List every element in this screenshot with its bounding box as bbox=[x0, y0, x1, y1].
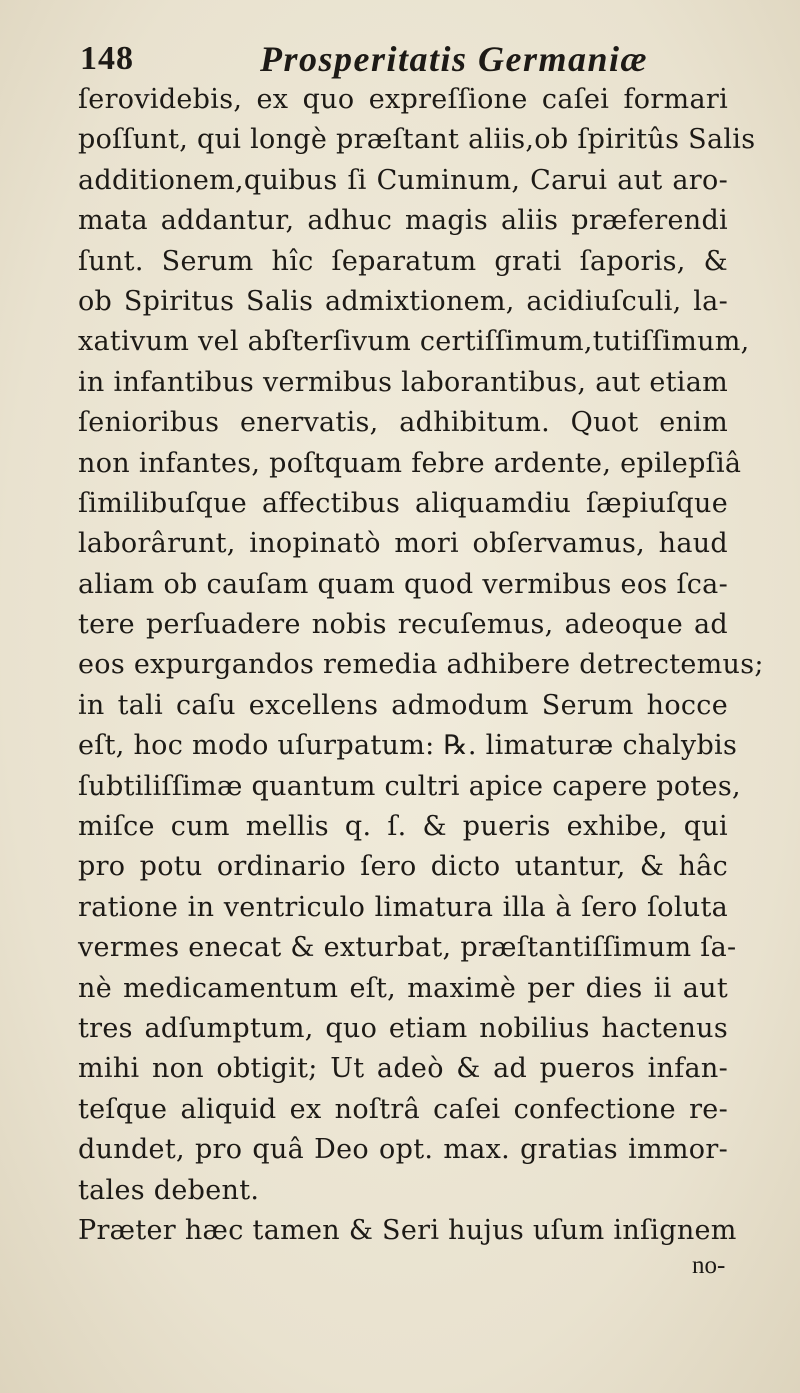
text-line: ſenioribus enervatis, adhibitum. Quot enim bbox=[78, 407, 728, 439]
text-line: additionem,quibus ſi Cuminum, Carui aut aro- bbox=[78, 164, 728, 196]
text-line: eos expurgandos remedia adhibere detrectemus; bbox=[78, 649, 764, 681]
text-line: non infantes, poſtquam febre ardente, epilepſiâ bbox=[78, 447, 742, 479]
text-line: tres adſumptum, quo etiam nobilius hactenus bbox=[78, 1012, 728, 1044]
text-line: in tali caſu excellens admodum Serum hocce bbox=[78, 689, 728, 721]
text-line: nè medicamentum eſt, maximè per dies ii aut bbox=[78, 972, 728, 1004]
text-line: ob Spiritus Salis admixtionem, acidiuſculi, la- bbox=[78, 285, 728, 317]
text-line: poſſunt, qui longè præſtant aliis,ob ſpiritûs Salis bbox=[78, 124, 756, 156]
running-title: Prosperitatis Germaniæ bbox=[260, 39, 649, 79]
text-line: xativum vel abſterſivum certiſſimum,tutiſſimum, bbox=[78, 326, 750, 358]
text-line: laborârunt, inopinatò mori obſervamus, haud bbox=[78, 528, 728, 560]
text-line: Præter hæc tamen & Seri hujus uſum inſignem bbox=[78, 1214, 737, 1246]
text-line: aliam ob cauſam quam quod vermibus eos ſca- bbox=[78, 568, 728, 600]
catchword: no- bbox=[692, 1252, 726, 1279]
text-line: ſimilibuſque affectibus aliquamdiu ſæpiuſque bbox=[78, 487, 728, 519]
text-line: teſque aliquid ex noſtrâ caſei confectione re- bbox=[78, 1093, 728, 1125]
text-line: mata addantur, adhuc magis aliis præferendi bbox=[78, 205, 728, 237]
text-line: eſt, hoc modo uſurpatum: ℞. limaturæ chalybis bbox=[78, 730, 738, 762]
text-line: mihi non obtigit; Ut adeò & ad pueros infan- bbox=[78, 1053, 728, 1085]
text-line: ſubtiliſſimæ quantum cultri apice capere potes, bbox=[78, 770, 741, 802]
text-line: miſce cum mellis q. ſ. & pueris exhibe, qui bbox=[78, 811, 728, 843]
text-line: ſunt. Serum hîc ſeparatum grati ſaporis, & bbox=[78, 245, 728, 277]
text-line: vermes enecat & exturbat, præſtantiſſimum ſa- bbox=[78, 932, 737, 964]
text-line: dundet, pro quâ Deo opt. max. gratias immor- bbox=[78, 1134, 728, 1166]
text-line: ſerovidebis, ex quo expreſſione caſei formari bbox=[78, 84, 728, 115]
body-text bbox=[78, 80, 764, 1251]
text-line: tales debent. bbox=[78, 1174, 260, 1206]
text-line: ratione in ventriculo limatura illa à ſero ſoluta bbox=[78, 891, 728, 923]
page-header bbox=[80, 40, 730, 84]
text-line: pro potu ordinario ſero dicto utantur, & hâc bbox=[78, 851, 728, 883]
text-line: tere perſuadere nobis recuſemus, adeoque ad bbox=[78, 609, 728, 641]
text-line: in infantibus vermibus laborantibus, aut etiam bbox=[78, 366, 728, 398]
page-number: 148 bbox=[80, 40, 134, 77]
